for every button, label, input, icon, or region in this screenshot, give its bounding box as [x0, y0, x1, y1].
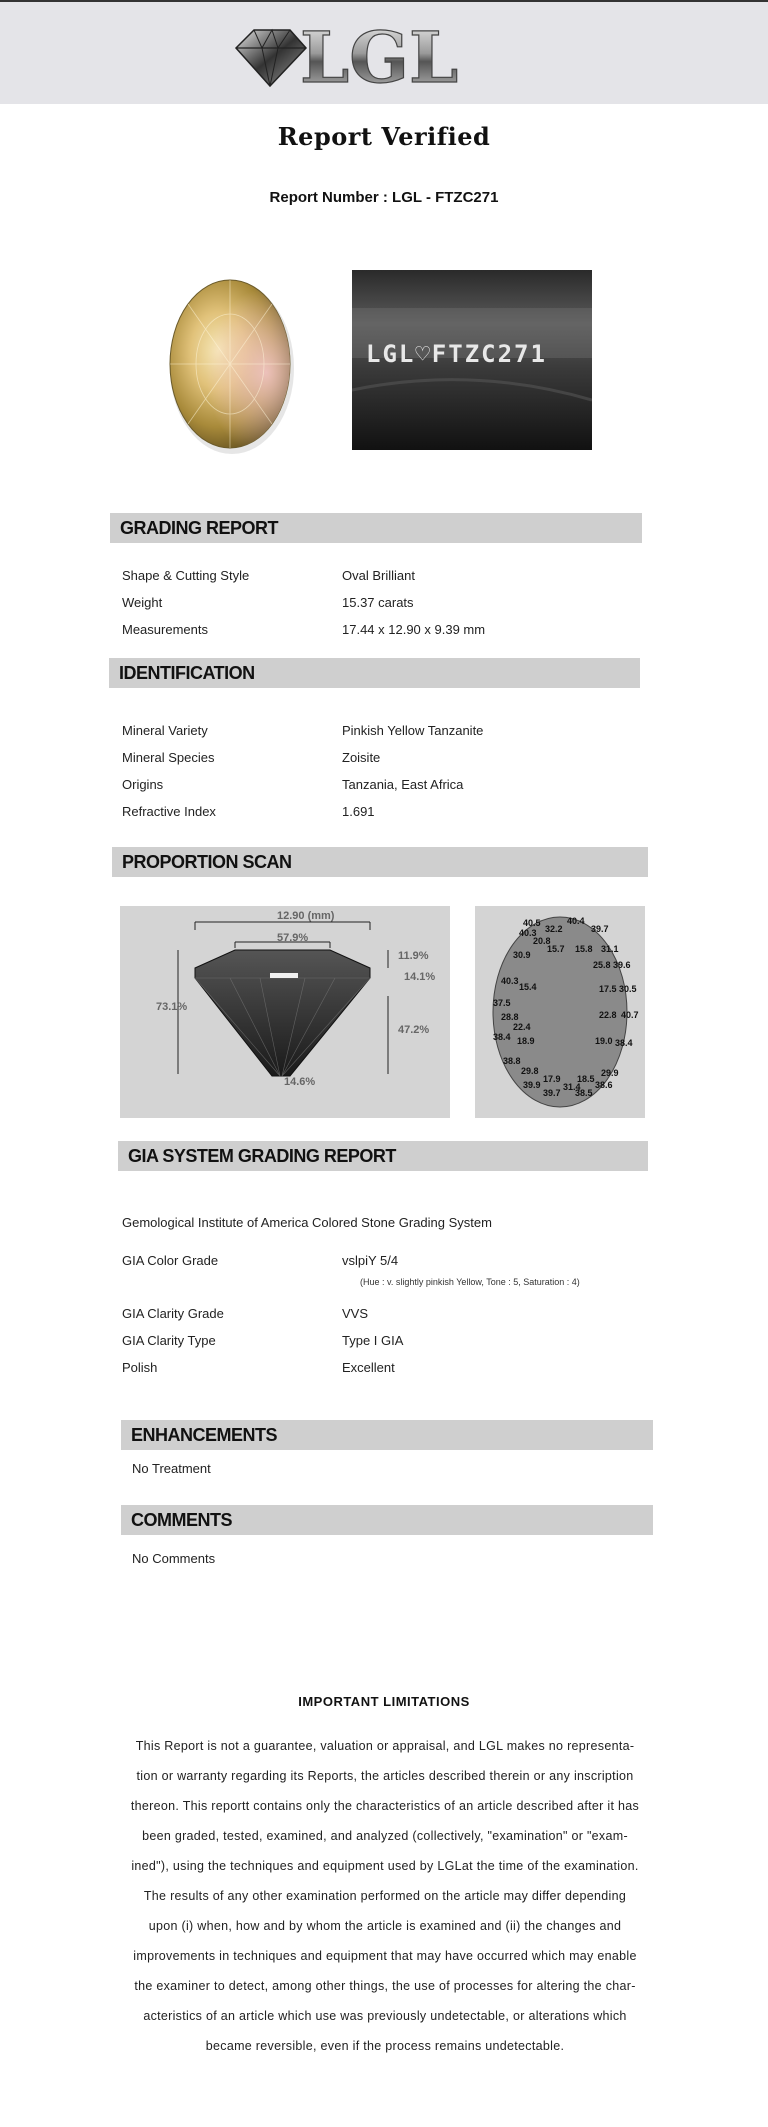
limitations-line: ined"), using the techniques and equipment used by LGLat the time of the examination.	[131, 1859, 639, 1873]
limitations-line: improvements in techniques and equipment that may have occurred which may enable	[133, 1949, 637, 1963]
top-view-value: 38.8	[503, 1056, 521, 1066]
gia-value: Excellent	[342, 1360, 395, 1375]
top-view-value: 17.5	[599, 984, 617, 994]
inscription-text: LGL♡FTZC271	[366, 340, 547, 368]
proportion-top-view	[475, 906, 645, 1118]
width-label: 12.90 (mm)	[277, 910, 335, 922]
table-label: 57.9%	[277, 932, 309, 944]
grading-report-heading: GRADING REPORT	[110, 513, 642, 543]
laser-inscription-photo	[352, 270, 592, 450]
identification-label: Origins	[122, 777, 164, 792]
top-view-value: 15.8	[575, 944, 593, 954]
gia-label: GIA Clarity Type	[122, 1333, 216, 1348]
diamond-icon	[236, 30, 306, 86]
limitations-line: the examiner to detect, among other things, the use of processes for altering the char-	[134, 1979, 636, 1993]
top-view-value: 38.4	[493, 1032, 511, 1042]
top-view-value: 31.1	[601, 944, 619, 954]
gia-value: VVS	[342, 1306, 369, 1321]
top-view-value: 39.7	[591, 924, 609, 934]
top-view-value: 40.7	[621, 1010, 639, 1020]
top-view-value: 15.7	[547, 944, 565, 954]
top-view-value: 20.8	[533, 936, 551, 946]
proportion-side-view	[120, 906, 450, 1118]
grading-value: 15.37 carats	[342, 595, 414, 610]
identification-label: Mineral Variety	[122, 723, 208, 738]
limitations-line: acteristics of an article which use was previously undetectable, or alterations which	[143, 2009, 627, 2023]
gia-value: vslpiY 5/4	[342, 1253, 399, 1268]
top-view-value: 22.8	[599, 1010, 617, 1020]
limitations-text	[118, 1731, 652, 2061]
enhancements-heading: ENHANCEMENTS	[121, 1420, 653, 1450]
top-view-value: 39.9	[523, 1080, 541, 1090]
report-number: Report Number : LGL - FTZC271	[269, 189, 499, 206]
limitations-line: tion or warranty regarding its Reports, the articles described therein or any inscription	[136, 1769, 634, 1783]
top-view-value: 39.7	[543, 1088, 561, 1098]
gia-label: Polish	[122, 1360, 158, 1375]
pavilion-label: 47.2%	[398, 1024, 430, 1036]
top-view-value: 17.9	[543, 1074, 561, 1084]
limitations-heading: IMPORTANT LIMITATIONS	[298, 1694, 470, 1709]
limitations-line: thereon. This reportt contains only the characteristics of an article described after it has	[130, 1799, 640, 1813]
crown-label: 11.9%	[398, 950, 429, 962]
grading-value: 17.44 x 12.90 x 9.39 mm	[342, 622, 486, 637]
color-grade-note: (Hue : v. slightly pinkish Yellow, Tone : 5, Saturation : 4)	[360, 1277, 580, 1287]
gia-label: GIA Color Grade	[122, 1253, 219, 1268]
gia-heading: GIA SYSTEM GRADING REPORT	[118, 1141, 648, 1171]
depth-label: 73.1%	[156, 1001, 188, 1013]
top-view-value: 29.8	[521, 1066, 539, 1076]
top-view-value: 40.4	[567, 916, 585, 926]
lgl-logo	[232, 16, 492, 96]
comments-text: No Comments	[132, 1551, 216, 1566]
header-banner	[0, 0, 768, 104]
grading-label: Measurements	[122, 622, 208, 637]
gia-system-text: Gemological Institute of America Colored Stone Grading System	[122, 1215, 492, 1230]
identification-label: Refractive Index	[122, 804, 216, 819]
comments-heading: COMMENTS	[121, 1505, 653, 1535]
identification-heading: IDENTIFICATION	[109, 658, 640, 688]
limitations-line: been graded, tested, examined, and analyzed (collectively, "examination" or "exam-	[142, 1829, 628, 1843]
top-view-value: 39.6	[613, 960, 631, 970]
identification-value: Pinkish Yellow Tanzanite	[342, 723, 484, 738]
logo-text: LGL	[300, 16, 459, 96]
limitations-line: This Report is not a guarantee, valuation or appraisal, and LGL makes no representa-	[135, 1739, 635, 1753]
identification-label: Mineral Species	[122, 750, 215, 765]
top-view-value: 40.3	[519, 928, 537, 938]
grading-label: Shape & Cutting Style	[122, 568, 250, 583]
identification-value: Zoisite	[342, 750, 381, 765]
gia-label: GIA Clarity Grade	[122, 1306, 224, 1321]
girdle-label: 14.1%	[404, 971, 436, 983]
gem-photo	[160, 270, 300, 460]
top-view-value: 31.4	[563, 1082, 581, 1092]
top-view-value: 29.9	[601, 1068, 619, 1078]
top-view-value: 37.5	[493, 998, 511, 1008]
limitations-line: The results of any other examination performed on the article may differ depending	[143, 1889, 627, 1903]
top-view-value: 18.5	[577, 1074, 595, 1084]
top-view-value: 38.5	[575, 1088, 593, 1098]
identification-value: Tanzania, East Africa	[342, 777, 464, 792]
culet-label: 14.6%	[284, 1076, 316, 1088]
top-view-value: 40.3	[501, 976, 519, 986]
gia-value: Type I GIA	[342, 1333, 404, 1348]
grading-value: Oval Brilliant	[342, 568, 415, 583]
top-view-value: 30.5	[619, 984, 637, 994]
proportion-scan-heading: PROPORTION SCAN	[112, 847, 648, 877]
top-view-value: 38.6	[595, 1080, 613, 1090]
top-view-value: 18.9	[517, 1036, 535, 1046]
limitations-line: became reversible, even if the process remains undetectable.	[205, 2039, 565, 2053]
top-view-value: 28.8	[501, 1012, 519, 1022]
top-view-value: 22.4	[513, 1022, 531, 1032]
page-title: Report Verified	[277, 122, 491, 151]
identification-value: 1.691	[342, 804, 375, 819]
top-view-value: 38.4	[615, 1038, 633, 1048]
top-view-value: 32.2	[545, 924, 563, 934]
enhancements-text: No Treatment	[132, 1461, 211, 1476]
top-view-value: 15.4	[519, 982, 537, 992]
top-view-value: 40.5	[523, 918, 541, 928]
top-view-value: 25.8	[593, 960, 611, 970]
top-view-value: 19.0	[595, 1036, 613, 1046]
top-view-value: 30.9	[513, 950, 531, 960]
limitations-line: upon (i) when, how and by whom the article is examined and (ii) the changes and	[148, 1919, 622, 1933]
grading-label: Weight	[122, 595, 163, 610]
